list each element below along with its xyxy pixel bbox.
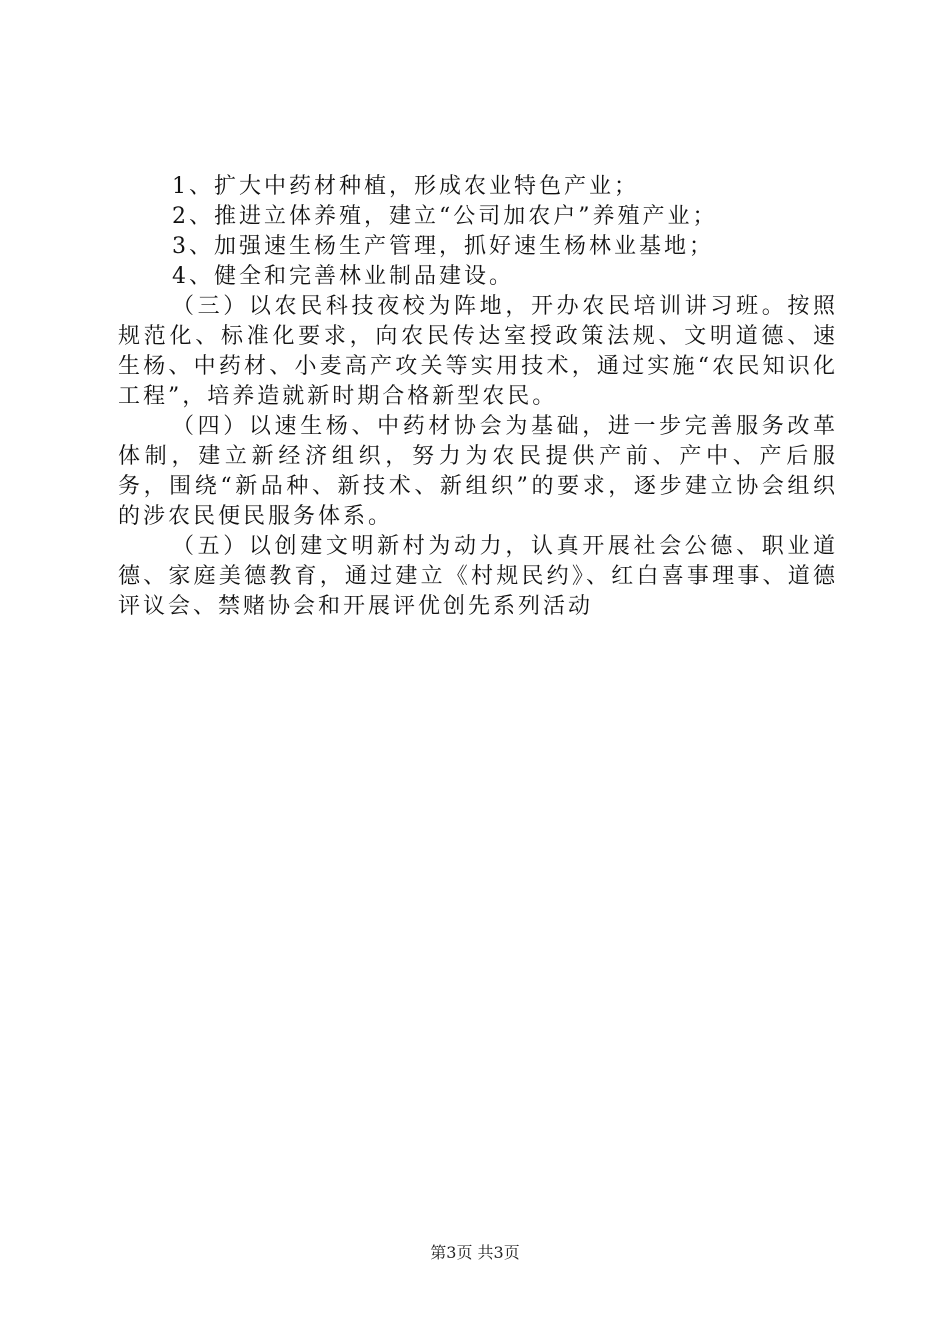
list-item-4: 4、健全和完善林业制品建设。 (172, 264, 514, 289)
document-body (118, 172, 838, 622)
page-footer: 第3页 共3页 (430, 1243, 520, 1262)
section-3-paragraph: （三）以农民科技夜校为阵地，开办农民培训讲习班。按照规范化、标准化要求，向农民传达室授政策法规、文明道德、速生杨、中药材、小麦高产攻关等实用技术，通过实施“农民知识化工程”，培养造就新时期合格新型农民。 (118, 294, 838, 409)
list-item-1: 1、扩大中药材种植，形成农业特色产业； (172, 174, 639, 199)
list-item-2: 2、推进立体养殖，建立“公司加农户”养殖产业； (172, 204, 718, 229)
list-item-3: 3、加强速生杨生产管理，抓好速生杨林业基地； (172, 234, 714, 259)
section-5-paragraph: （五）以创建文明新村为动力，认真开展社会公德、职业道德、家庭美德教育，通过建立《村规民约》、红白喜事理事、道德评议会、禁赌协会和开展评优创先系列活动 (118, 534, 838, 619)
section-4-paragraph: （四）以速生杨、中药材协会为基础，进一步完善服务改革体制，建立新经济组织，努力为农民提供产前、产中、产后服务，围绕“新品种、新技术、新组织”的要求，逐步建立协会组织的涉农民便民服务体系。 (118, 414, 838, 529)
